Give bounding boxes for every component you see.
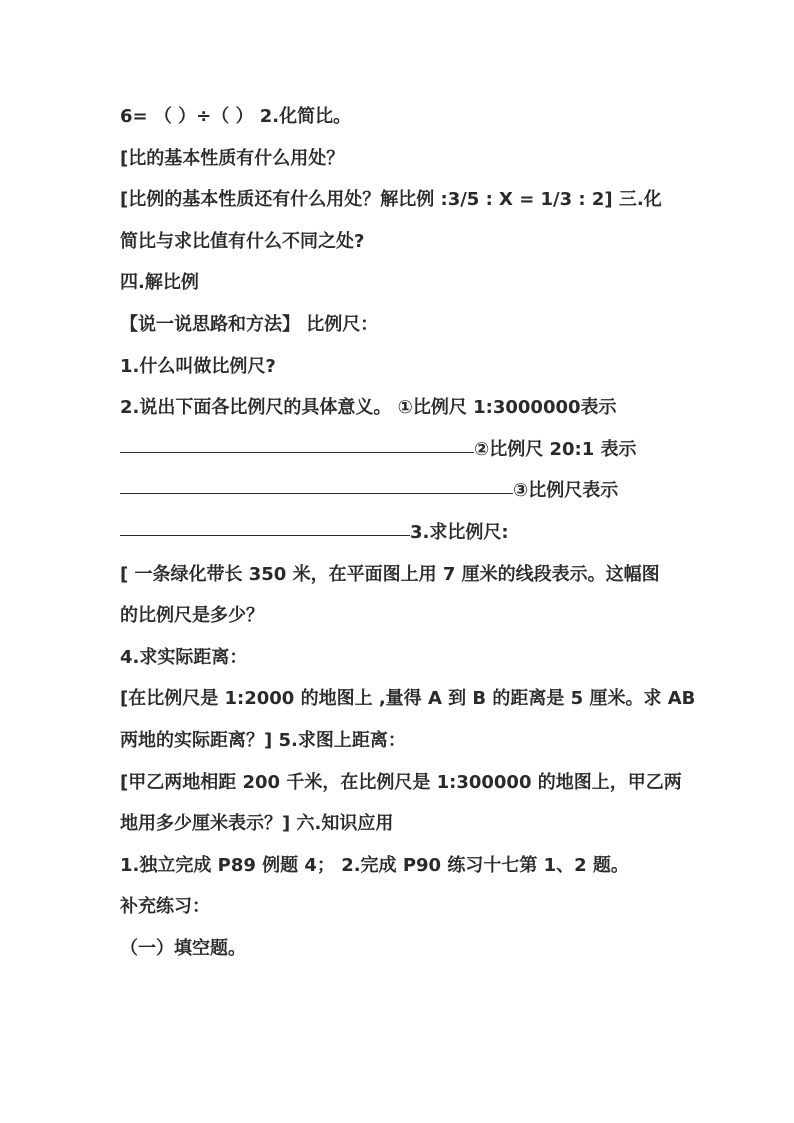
text-line: [甲乙两地相距 200 千米，在比例尺是 1:300000 的地图上，甲乙两 xyxy=(120,771,682,793)
answer-blank xyxy=(120,471,513,494)
text-line: 地用多少厘米表示？] 六.知识应用 xyxy=(120,813,394,835)
text-line: [比的基本性质有什么用处？ xyxy=(120,147,345,169)
text-line: [在比例尺是 1:2000 的地图上 ,量得 A 到 B 的距离是 5 厘米。求 AB xyxy=(120,688,696,710)
text-line: 6= （ ）÷（ ） 2.化简比。 xyxy=(120,106,352,127)
text-line: 4.求实际距离： xyxy=(120,646,248,668)
blank-line-label: ③比例尺表示 xyxy=(513,480,619,502)
text-line: 两地的实际距离？] 5.求图上距离： xyxy=(120,729,406,751)
blank-line xyxy=(120,512,700,554)
text-line: 简比与求比值有什么不同之处? xyxy=(120,230,365,252)
answer-blank xyxy=(120,430,474,453)
text-line: [比例的基本性质还有什么用处？解比例 :3/5 : X = 1/3 : 2] 三.化 xyxy=(120,189,662,211)
blank-line-label: 3.求比例尺: xyxy=(410,521,509,543)
text-line: [ 一条绿化带长 350 米，在平面图上用 7 厘米的线段表示。这幅图 xyxy=(120,563,660,585)
text-line: 2.说出下面各比例尺的具体意义。 ①比例尺 1:3000000表示 xyxy=(120,397,617,419)
answer-blank xyxy=(120,513,410,536)
blank-line-label: ②比例尺 20:1 表示 xyxy=(474,438,637,460)
text-line: （一）填空题。 xyxy=(120,937,246,959)
text-line: 1.独立完成 P89 例题 4； 2.完成 P90 练习十七第 1、2 题。 xyxy=(120,854,629,876)
text-line: 【说一说思路和方法】 比例尺： xyxy=(120,313,379,335)
text-line: 的比例尺是多少？ xyxy=(120,605,264,627)
document-page xyxy=(120,96,700,969)
section-heading: 四.解比例 xyxy=(120,272,199,294)
text-line: 1.什么叫做比例尺? xyxy=(120,355,276,377)
blank-line xyxy=(120,429,700,471)
blank-line xyxy=(120,470,700,512)
text-line: 补充练习： xyxy=(120,896,210,918)
